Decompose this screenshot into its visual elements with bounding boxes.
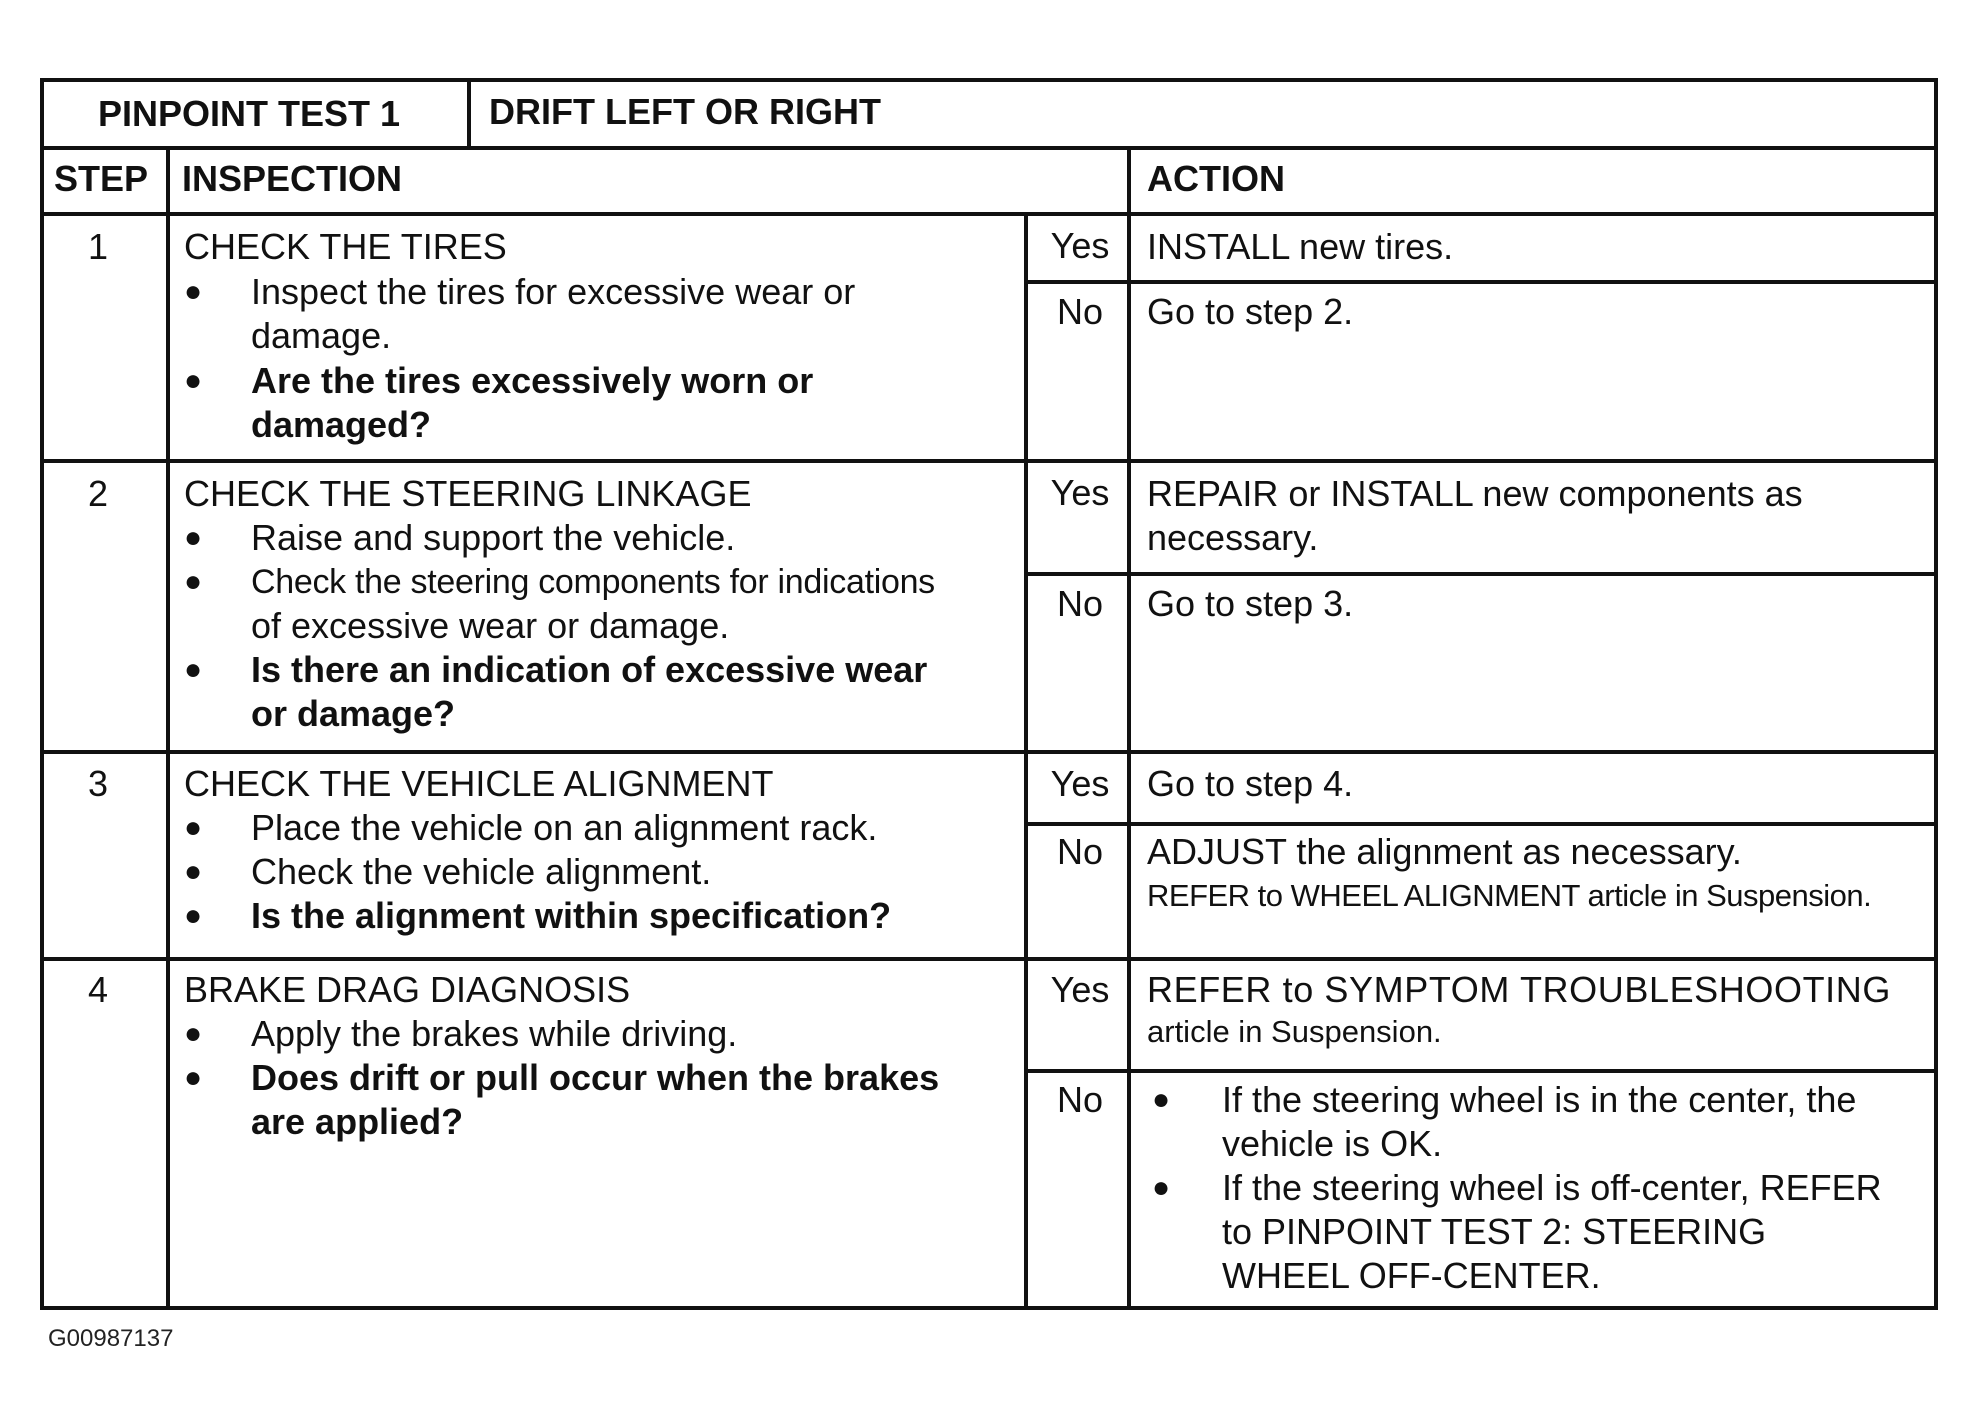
yes-label: Yes [1050,763,1110,804]
bullet-icon: ● [184,521,203,554]
rule-step3-yesno [1024,822,1934,826]
no-action-line: If the steering wheel is off-center, REFER [1222,1167,1882,1208]
inspection-question: Does drift or pull occur when the brakes [251,1057,940,1098]
inspection-question: are applied? [251,1101,464,1142]
bullet-icon: ● [184,855,203,888]
inspection-question: damaged? [251,404,432,445]
no-action: Go to step 3. [1147,583,1354,624]
bullet-icon: ● [184,811,203,844]
bullet-icon: ● [184,364,203,397]
rule-step2-yesno [1024,572,1934,576]
rule-step4-yesno [1024,1069,1934,1073]
inspection-question: Is there an indication of excessive wear [251,649,928,690]
rule-step1-bottom [44,459,1934,463]
no-action-line: vehicle is OK. [1222,1123,1443,1164]
bullet-icon: ● [1152,1083,1171,1116]
header-action: ACTION [1147,158,1285,199]
inspection-line: Check the vehicle alignment. [251,851,712,892]
inspection-line: Place the vehicle on an alignment rack. [251,807,878,848]
step-title: CHECK THE VEHICLE ALIGNMENT [184,763,774,804]
no-action: Go to step 2. [1147,291,1354,332]
inspection-line: Raise and support the vehicle. [251,517,736,558]
rule-step2-bottom [44,750,1934,754]
step-number: 1 [88,226,109,267]
no-action-line: If the steering wheel is in the center, the [1222,1079,1857,1120]
inspection-line: Inspect the tires for excessive wear or [251,271,856,312]
step-number: 4 [88,969,109,1010]
rule-step1-yesno [1024,280,1934,284]
yes-action: necessary. [1147,517,1319,558]
no-label: No [1056,1079,1104,1120]
test-number: PINPOINT TEST 1 [98,93,401,134]
inspection-line: Check the steering components for indications [251,563,935,601]
rule-title-bottom [44,146,1934,150]
step-title: CHECK THE STEERING LINKAGE [184,473,752,514]
yes-label: Yes [1050,969,1110,1010]
no-action-line: to PINPOINT TEST 2: STEERING [1222,1211,1767,1252]
header-inspection: INSPECTION [182,158,403,199]
bullet-icon: ● [184,565,203,598]
inspection-question: Is the alignment within specification? [251,895,892,936]
inspection-question: Are the tires excessively worn or [251,360,814,401]
inspection-line: Apply the brakes while driving. [251,1013,738,1054]
figure-id: G00987137 [48,1325,174,1352]
header-step: STEP [54,158,149,199]
bullet-icon: ● [1152,1171,1171,1204]
yes-action: article in Suspension. [1147,1014,1442,1049]
bullet-icon: ● [184,1017,203,1050]
no-label: No [1056,831,1104,872]
step-number: 2 [88,473,109,514]
inspection-line: of excessive wear or damage. [251,605,730,646]
yes-label: Yes [1050,472,1110,513]
inspection-line: damage. [251,315,392,356]
test-name: DRIFT LEFT OR RIGHT [489,91,881,132]
rule-header-bottom [44,212,1934,216]
no-action-reference: REFER to WHEEL ALIGNMENT article in Suspension. [1147,878,1872,913]
rule-yesno-col [1024,212,1028,1306]
no-action-line: WHEEL OFF-CENTER. [1222,1255,1601,1296]
rule-step3-bottom [44,957,1934,961]
rule-title-divider [467,82,471,146]
step-title: CHECK THE TIRES [184,226,507,267]
inspection-question: or damage? [251,693,456,734]
yes-label: Yes [1050,225,1110,266]
yes-action: INSTALL new tires. [1147,226,1454,267]
pinpoint-test-table [40,78,1938,1310]
bullet-icon: ● [184,899,203,932]
step-number: 3 [88,763,109,804]
no-action: ADJUST the alignment as necessary. [1147,831,1742,872]
yes-action: REFER to SYMPTOM TROUBLESHOOTING [1147,969,1891,1010]
yes-action: Go to step 4. [1147,763,1354,804]
yes-action: REPAIR or INSTALL new components as [1147,473,1803,514]
no-label: No [1056,291,1104,332]
bullet-icon: ● [184,653,203,686]
step-title: BRAKE DRAG DIAGNOSIS [184,969,631,1010]
rule-step-col [166,146,170,1306]
bullet-icon: ● [184,1061,203,1094]
no-label: No [1056,583,1104,624]
bullet-icon: ● [184,275,203,308]
